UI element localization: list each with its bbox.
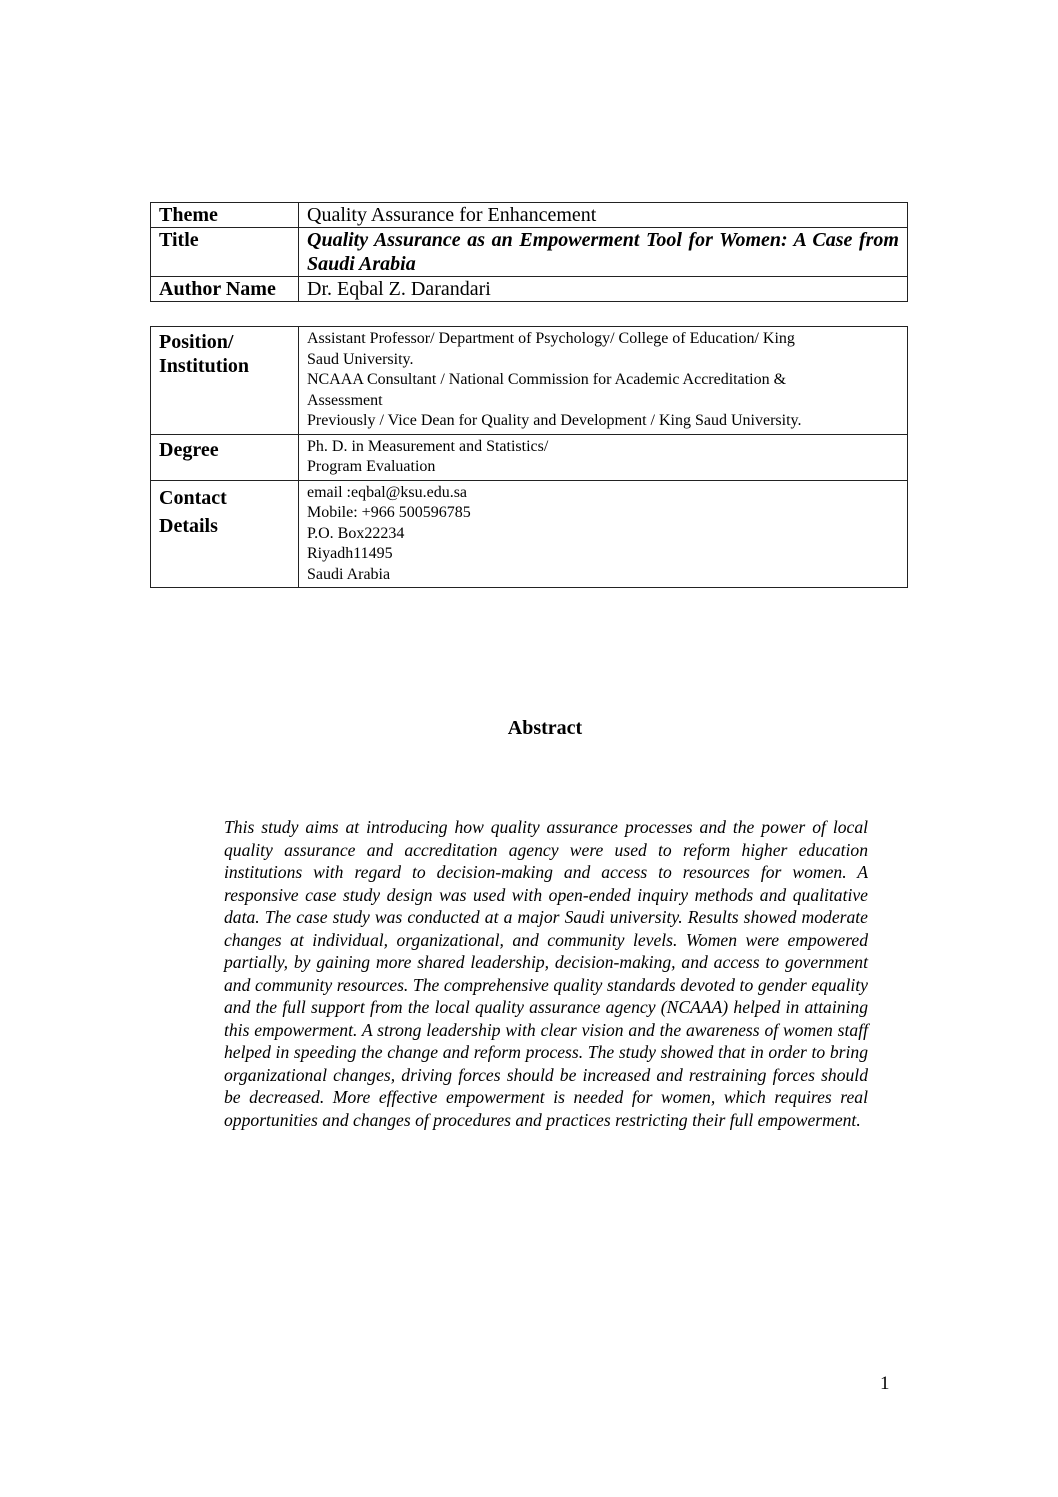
position-line: NCAAA Consultant / National Commission for Academic Accreditation &	[307, 371, 787, 388]
contact-value	[299, 480, 908, 588]
title-label: Title	[151, 228, 299, 277]
page-number: 1	[880, 1373, 890, 1394]
theme-value: Quality Assurance for Enhancement	[299, 203, 908, 228]
theme-label: Theme	[151, 203, 299, 228]
header-table	[150, 202, 908, 302]
position-label-line: Institution	[159, 355, 250, 377]
abstract-heading: Abstract	[507, 717, 583, 739]
position-row	[151, 327, 908, 435]
degree-line: Program Evaluation	[307, 458, 436, 475]
degree-label: Degree	[151, 434, 299, 480]
degree-value	[299, 434, 908, 480]
contact-row	[151, 480, 908, 588]
abstract-body: This study aims at introducing how quality assurance processes and the power of local quality assurance and accreditation agency were used to reform higher education institutions with regard to decision-making and access to resources for women. A responsive case study design was used with open-ended inquiry methods and qualitative data. The case study was conducted at a major Saudi university. Results showed moderate changes at individual, organizational, and community levels. Women were empowered partially, by gaining more shared leadership, decision-making, and access to government and community resources. The comprehensive quality standards devoted to gender equality and the full support from the local quality assurance agency (NCAAA) helped in attaining this empowerment. A strong leadership with clear vision and the awareness of women staff helped in speeding the change and reform process. The study showed that in order to bring organizational changes, driving forces should be increased and restraining forces should be decreased. More effective empowerment is needed for women, which requires real opportunities and changes of procedures and practices restricting their full empowerment.	[224, 817, 868, 1130]
position-label	[151, 327, 299, 435]
contact-email: email :eqbal@ksu.edu.sa	[307, 483, 468, 501]
title-row	[151, 228, 908, 277]
position-line: Assessment	[307, 391, 383, 409]
degree-line: Ph. D. in Measurement and Statistics/	[307, 437, 549, 455]
author-value: Dr. Eqbal Z. Darandari	[299, 277, 908, 302]
position-line: Previously / Vice Dean for Quality and Development / King Saud University.	[307, 412, 802, 429]
author-label: Author Name	[151, 277, 299, 302]
contact-po-box: P.O. Box22234	[307, 524, 405, 542]
contact-mobile: Mobile: +966 500596785	[307, 504, 471, 521]
position-line: Assistant Professor/ Department of Psychology/ College of Education/ King	[307, 330, 795, 347]
contact-label	[151, 480, 299, 588]
theme-row	[151, 203, 908, 228]
degree-row	[151, 434, 908, 480]
author-row	[151, 277, 908, 302]
position-line: Saud University.	[307, 350, 414, 368]
contact-label-line: Contact	[159, 486, 227, 509]
contact-city: Riyadh11495	[307, 545, 393, 562]
details-table	[150, 326, 908, 588]
title-value: Quality Assurance as an Empowerment Tool for Women: A Case from Saudi Arabia	[299, 228, 908, 277]
position-label-line: Position/	[159, 331, 234, 353]
contact-country: Saudi Arabia	[307, 565, 391, 583]
contact-label-line: Details	[159, 514, 218, 537]
position-value	[299, 327, 908, 435]
